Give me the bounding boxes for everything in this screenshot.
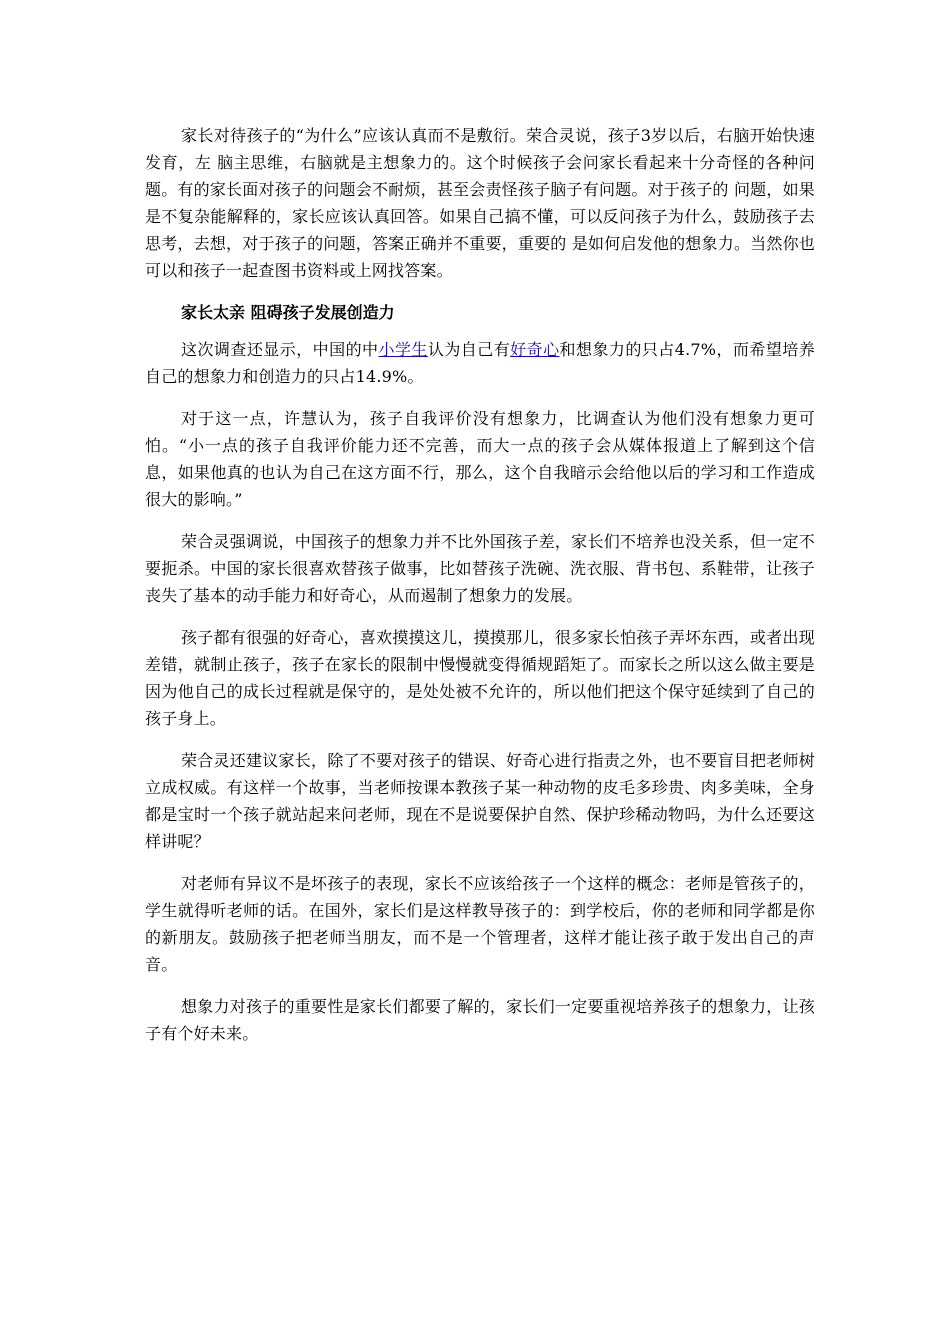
paragraph-8: 想象力对孩子的重要性是家长们都要了解的，家长们一定要重视培养孩子的想象力，让孩子有个好未来。 [145,997,815,1043]
paragraph-2-text-c: 和想象力的只占4.7%，而希望培养自己的想象力和创造力的只占14.9%。 [145,340,815,386]
paragraph-2 [145,336,815,390]
document-page [145,122,815,1062]
paragraph-1: 家长对待孩子的“为什么”应该认真而不是敷衍。荣合灵说，孩子3岁以后，右脑开始快速发育，左 脑主思维，右脑就是主想象力的。这个时候孩子会问家长看起来十分奇怪的各种问题。有的家长面对孩子的问题会不耐烦，甚至会责怪孩子脑子有问题。对于孩子的 问题，如果是不复杂能解释的，家长应该认真回答。如果自己搞不懂，可以反问孩子为什么，鼓励孩子去思考，去想，对于孩子的问题，答案正确并不重要，重要的 是如何启发他的想象力。当然你也可以和孩子一起查图书资料或上网找答案。 [145,126,815,280]
paragraph-2-text-b: 认为自己有 [427,340,511,359]
section-heading: 家长太亲 阻碍孩子发展创造力 [181,303,395,322]
paragraph-6: 荣合灵还建议家长，除了不要对孩子的错误、好奇心进行指责之外，也不要盲目把老师树立成权威。有这样一个故事，当老师按课本教孩子某一种动物的皮毛多珍贵、肉多美味，全身都是宝时一个孩子就站起来问老师，现在不是说要保护自然、保护珍稀动物吗，为什么还要这样讲呢？ [145,751,815,851]
paragraph-2-text-a: 这次调查还显示，中国的中 [181,340,379,359]
paragraph-5: 孩子都有很强的好奇心，喜欢摸摸这儿，摸摸那儿，很多家长怕孩子弄坏东西，或者出现差错，就制止孩子，孩子在家长的限制中慢慢就变得循规蹈矩了。而家长之所以这么做主要是因为他自己的成长过程就是保守的，是处处被不允许的，所以他们把这个保守延续到了自己的孩子身上。 [145,628,815,728]
paragraph-7: 对老师有异议不是坏孩子的表现，家长不应该给孩子一个这样的概念：老师是管孩子的，学生就得听老师的话。在国外，家长们是这样教导孩子的：到学校后，你的老师和同学都是你的新朋友。鼓励孩子把老师当朋友，而不是一个管理者，这样才能让孩子敢于发出自己的声音。 [145,874,815,974]
link-primary-students[interactable]: 小学生 [378,340,428,359]
link-curiosity[interactable]: 好奇心 [510,340,560,359]
paragraph-4: 荣合灵强调说，中国孩子的想象力并不比外国孩子差，家长们不培养也没关系，但一定不要扼杀。中国的家长很喜欢替孩子做事，比如替孩子洗碗、洗衣服、背书包、系鞋带，让孩子丧失了基本的动手能力和好奇心，从而遏制了想象力的发展。 [145,532,815,605]
paragraph-3: 对于这一点，许慧认为，孩子自我评价没有想象力，比调查认为他们没有想象力更可怕。“小一点的孩子自我评价能力还不完善，而大一点的孩子会从媒体报道上了解到这个信息，如果他真的也认为自己在这方面不行，那么，这个自我暗示会给他以后的学习和工作造成很大的影响。” [145,409,815,509]
